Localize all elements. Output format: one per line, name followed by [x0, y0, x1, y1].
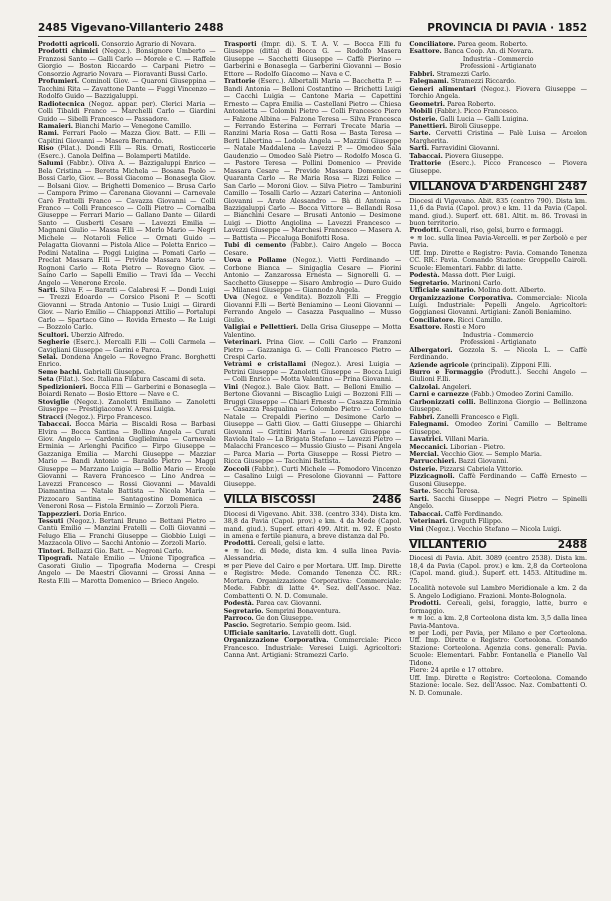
- entry-category: Parrucchieri.: [409, 457, 457, 466]
- entry-category: Segretario.: [409, 278, 450, 287]
- entry-text: Villani Maria.: [443, 435, 490, 444]
- section-number: 2486: [372, 494, 402, 507]
- entry-category: Tabaccai.: [409, 151, 443, 160]
- entry-text: (Fabbr.). Cairo Angelo — Bocca Cesare.: [223, 241, 402, 257]
- entry-text: ⚭ ≋ loc. a km. 2,8 Corteolona dista km. 3,5 dalla linea Pavia-Mantova.: [409, 614, 588, 630]
- entry-text: (Negoz.). Bertani Bruno — Bettani Pietro — Cantù Emilio — Manzini Fratelli — Colli Giovanni — Felugo Elia — Franchi Giuseppe — Giobbio Luigi — Mazzacola Olivo — Sacchi Antonio — Zorzoli Mario.: [38, 517, 216, 548]
- directory-entry: [409, 235, 587, 250]
- entry-category: Carbonizzati colli.: [409, 397, 476, 406]
- column-2: [224, 41, 402, 901]
- entry-category: Parroco.: [223, 613, 254, 622]
- entry-text: Prina Giov. — Colli Carlo — Franzoni Pietro — Gazzaniga G. — Colli Francesco Pietro — Crespi Carlo.: [223, 338, 402, 362]
- header-right: PROVINCIA DI PAVIA · 1852: [427, 22, 587, 34]
- section-name: VILLA BISCOSSI: [223, 494, 316, 507]
- entry-text: Ricci Camillo.: [455, 315, 503, 324]
- entry-text: Diocesi di Pavia. Abit. 3089 (centro 2538). Dista km. 18,4 da Pavia (Capol. prov.) e km. 2,8 da Corteolona (Capol. mand. giud.). Superf. ett. 1453. Altitudine m. 75.: [409, 554, 588, 585]
- entry-text: Fiere: 24 aprile e 17 ottobre.: [409, 666, 504, 675]
- entry-category: Aziende agricole: [409, 360, 469, 369]
- directory-entry: [38, 384, 216, 399]
- entry-text: (Fabbr.). Curti Michele — Pomodoro Vincenzo — Casalino Luigi — Fresolone Giovanni — Fattore Giuseppe.: [223, 464, 402, 488]
- entry-text: Omodeo Zorini Camillo — Beltrame Giuseppe.: [409, 420, 588, 436]
- entry-category: Meccanici.: [409, 442, 449, 451]
- directory-entry: [38, 518, 216, 548]
- entry-text: ✉ per Lodi, per Pavia, per Milano e per Corteolona. Uff. Imp. Dirette e Registro: Corteolona. Comando Stazione: Corteolona. Agenzia cons. generali: Pavia. Scuole: Elementari. Fabbr. Fontanella e Pianello Val Tidone.: [409, 628, 588, 667]
- entry-category: Falegnami.: [409, 420, 449, 429]
- entry-text: Rosti e Moro: [441, 323, 486, 332]
- entry-category: Osterie.: [409, 114, 438, 123]
- entry-text: (Negoz.). Aresi Luigia — Petrini Giuseppe — Zanoletti Giuseppe — Bocca Luigi — Colli Enrico — Motta Valentino — Prina Giovanni.: [223, 360, 402, 384]
- entry-text: Parea geom. Roberto.: [455, 41, 528, 48]
- section-name: VILLANOVA D'ARDENGHI: [409, 181, 554, 194]
- entry-category: Veterinari.: [223, 338, 262, 347]
- directory-entry: [224, 257, 402, 294]
- entry-text: (Negoz.). Zanoletti Emiliano — Zanoletti Giuseppe — Prestigiacomo V. Aresi Luigia.: [38, 397, 216, 414]
- subheading: Professioni - Artigianato: [460, 339, 537, 347]
- entry-category: Spedizionieri.: [38, 382, 88, 391]
- entry-category: Salumi: [38, 159, 64, 168]
- entry-category: Stracci: [38, 412, 64, 421]
- entry-text: Biroli Giuseppe.: [447, 121, 502, 130]
- directory-entry: [409, 160, 587, 175]
- directory-entry: [224, 563, 402, 600]
- entry-category: Conciliatore.: [409, 315, 456, 324]
- entry-text: (Eserc.). Picco Francesco — Piovera Giuseppe.: [409, 159, 588, 175]
- section-number: 2487: [557, 181, 588, 194]
- subheading: Professioni - Artigianato: [460, 63, 537, 71]
- entry-category: Pizzicagnoli.: [409, 472, 455, 481]
- directory-entry: [224, 361, 402, 383]
- directory-entry: [38, 130, 216, 145]
- directory-entry: [409, 473, 587, 488]
- directory-entry: [409, 347, 587, 362]
- directory-entry: [38, 48, 216, 78]
- entry-category: Sarte.: [409, 487, 431, 496]
- entry-text: Zanelli Francesco e Figli.: [434, 412, 519, 421]
- directory-entry: [38, 339, 216, 354]
- entry-category: Carni e carnezze: [409, 390, 469, 399]
- entry-text: ✉ per Pieve del Cairo e per Mortara. Uff. Imp. Dirette e Registro: Mede. Comando Tenenza CC. RR.: Mortara. Organizzazione Corporativa: Commerciale: Mede. Fabbr. di latte 4ª. Sez. dell'Assoc. Naz. Combattenti O. N. D. Comunale.: [223, 561, 402, 600]
- running-header: [38, 22, 587, 37]
- directory-entry: [38, 399, 216, 414]
- directory-entry: [38, 421, 216, 510]
- entry-text: Commerciale: Nicola Luigi. Industriale: Pepelli Angelo. Agricoltori: Goggianesi Giovanni. Artigiani: Zanoli Beniamino.: [409, 293, 588, 317]
- entry-category: Uova e Pollame: [223, 256, 287, 265]
- entry-text: (Impr. di). S. T. A. V. — Bocca F.lli fu Giuseppe (ditta) di Bocca G. — Rodolfo Masera Giuseppe — Sacchetti Giuseppe — Caffè Pierino — Garberini e Bonasegla — Garberini Giovanni — Bosio Ettore — Rodolfo Giacomo — Nava e C.: [223, 41, 402, 78]
- entry-text: (Negoz.). Bonsignore Umberto — Franzosi Santo — Galli Carlo — Morele e C. — Raffele Giorgio — Boston Riccardo — Carpani Pietro — Consorzio Agrario Novara — Fioravanti Bussi Carlo.: [38, 47, 216, 78]
- entry-category: Riso: [38, 144, 54, 153]
- directory-entry: [224, 324, 402, 339]
- column-3: [409, 41, 587, 901]
- entry-text: Bellazzi Gio. Batt. — Negroni Carlo.: [65, 546, 184, 555]
- entry-category: Stoviglie: [38, 397, 70, 406]
- entry-category: Mercial.: [409, 450, 439, 459]
- entry-text: Cereali, riso, gelsi, burro e formaggi.: [441, 226, 564, 235]
- entry-category: Radiotecnica: [38, 99, 85, 108]
- entry-text: (Fabb.) Omodeo Zorini Camillo.: [468, 390, 574, 399]
- entry-category: Tappezzieri.: [38, 509, 82, 518]
- entry-text: Della Grisa Giuseppe — Motta Valentino.: [223, 323, 402, 339]
- directory-entry: [224, 548, 402, 563]
- entry-text: Uff. Imp. Dirette e Registro: Pavia. Comando Tenenza CC. RR.: Pavia. Comando Stazione: Groppello Cairoli. Scuole: Elementari. Fabbr. di latte.: [409, 248, 588, 272]
- entry-category: Osterie.: [409, 464, 438, 473]
- section-number: 2488: [557, 539, 588, 551]
- entry-category: Seme bachi.: [38, 367, 82, 376]
- entry-category: Fabbri.: [409, 69, 435, 78]
- directory-entry: [409, 48, 587, 55]
- entry-category: Prodotti.: [223, 539, 256, 548]
- entry-category: Esattore.: [409, 323, 442, 332]
- entry-category: Tabaccai.: [409, 509, 443, 518]
- entry-category: Segretario.: [223, 606, 264, 615]
- entry-text: (Negoz.). Vietti Ferdinando — Corbone Bianca — Sinigaglia Cesare — Fiorini Antonio — Zanzarossa Ernesta — Signorelli G. — Sacchetto Giuseppe — Sisaro Ambrogio — Duro Guido — Milanesi Giuseppe — Giannodo Angela.: [223, 256, 402, 294]
- entry-text: (Negoz.). Bale Giov. Batt. — Belloni Emilio — Bertone Giovanni — Biscaglio Luigi — Bozzoni F.lli — Bruggi Giuseppe — Chiari Ernesto — Casazza Erminia — Casazza Pasqualina — Colombo Pietro — Colombo Natale — Crepaldi Pierino — Desimone Carlo — Giuseppe — Gatti Giov. — Gatti Giuseppe — Ghiarchi Giovanni — Grittini Maria — Lorenzi Giuseppe — Raviola Italo — La Brigata Stefano — Lavezzi Pietro — Malacchi Francesco — Mussio Giusto — Pisani Angela — Parca Maria — Porta Giuseppe — Rossi Pietro — Ricca Giuseppe — Tacchini Battista.: [223, 382, 402, 466]
- entry-text: (Negoz.). Firpo Francesco.: [63, 412, 152, 421]
- entry-text: Bocca F.lli — Garberini e Bonasegla — Boiardi Renato — Bosio Ettore — Nave e C.: [38, 382, 216, 399]
- entry-category: Calzolai.: [409, 382, 441, 391]
- entry-text: Lavatelli dott. Gugl.: [290, 628, 357, 637]
- entry-text: Cereali, gelsi e latte.: [255, 539, 325, 548]
- entry-category: Lavatrici.: [409, 435, 444, 444]
- entry-category: Trasporti: [223, 41, 257, 48]
- entry-category: Generi alimentari: [409, 84, 476, 93]
- entry-category: Tessuti: [38, 517, 64, 525]
- section-title: [409, 181, 587, 194]
- entry-text: Banca Coop. An. di Novara.: [441, 47, 534, 56]
- entry-category: Falegnami.: [409, 77, 449, 86]
- entry-text: Secchi Teresa.: [430, 487, 480, 496]
- entry-text: Uberzio Alfredo.: [68, 330, 125, 339]
- directory-entry: [224, 41, 402, 78]
- entry-category: Sarti.: [38, 285, 58, 294]
- entry-text: (Filat.). Soc. Italiana Filatura Cascami di seta.: [53, 375, 206, 384]
- directory-entry: [409, 86, 587, 101]
- entry-text: Liborian - Pietro.: [448, 442, 506, 451]
- entry-category: Vini: [409, 524, 424, 533]
- directory-entry: [409, 421, 587, 436]
- directory-entry: [224, 466, 402, 488]
- entry-category: Organizzazione Corporativa.: [409, 293, 513, 302]
- entry-text: (Negoz.). Fiovera Giuseppe — Torchio Angela.: [409, 84, 588, 101]
- directory-entry: [224, 511, 402, 541]
- subheading: Industria - Commercio: [462, 55, 534, 63]
- entry-text: Greguth Filippo.: [447, 517, 503, 526]
- directory-entry: [409, 324, 587, 331]
- entry-text: (Negoz. appar. per). Clerici Maria — Colli Tibaldi Franco — Marchelli Carlo — Giardini Guido — Sibelli Francesco — Passadore.: [38, 99, 216, 123]
- directory-entry: [224, 294, 402, 324]
- entry-text: Uff. Imp. Dirette e Registro: Corteolona. Comando Stazione: locale. Sez. dell'Assoc. Naz. Combattenti O. N. D. Comunale.: [409, 673, 588, 697]
- entry-text: Commerciale: Picco Francesco. Industriale: Veresei Luigi. Agricoltori: Canna Ant. Artigiani: Stramezzi Carlo.: [223, 636, 402, 660]
- entry-text: Dondena Angelo — Rovegno Franc. Borghetti Enrico.: [38, 353, 216, 369]
- entry-category: Vini: [223, 382, 239, 391]
- entry-category: Esattore.: [409, 47, 442, 56]
- entry-text: Pizzarsi Cabriela Vittorio.: [437, 464, 523, 473]
- entry-text: Molina dott. Alberto.: [475, 286, 546, 295]
- entry-text: Consorzio Agrario di Novara.: [99, 41, 197, 48]
- entry-text: Stramezzi Riccardo.: [448, 77, 517, 86]
- entry-text: Ferrari Paolo — Mazza Giov. Batt. — F.lli — Capitini Giovanni — Masera Bernardo.: [38, 129, 216, 145]
- entry-text: Natale Emilio — Unione Tipografica — Casorati Giulio — Tipografia Moderna — Crespi Angelo — De Maestri Giovanni — Grossi Anna — Resta F.lli — Marotta Domenico — Brieco Angelo.: [38, 554, 216, 585]
- directory-entry: [409, 615, 587, 630]
- entry-text: Galli Lucia — Galli Luigina.: [437, 114, 529, 123]
- entry-category: Sarti.: [409, 494, 430, 503]
- directory-entry: [409, 198, 587, 228]
- entry-text: Gozzola S. — Nicola L. — Caffè Ferdinando.: [409, 345, 588, 362]
- entry-category: Tubi di cemento: [223, 241, 287, 250]
- entry-text: Caffè Ferdinando — Caffè Ernesto — Gusoni Giuseppe.: [409, 472, 588, 488]
- directory-entry: [409, 295, 587, 317]
- entry-text: Sacchi Giuseppe — Negri Pietro — Spinelli Angelo.: [409, 494, 588, 511]
- entry-category: Mobili: [409, 107, 433, 116]
- entry-text: Vecchio Giov. — Semplo Maria.: [438, 450, 542, 459]
- entry-category: Trattorie: [409, 159, 442, 168]
- entry-text: (Negoz. e Vendita). Bozzoli F.lli — Freggio Giovanni F.lli — Bertè Beniamino — Leoni Giovanni — Ferrando Angelo — Casazza Pasqualino — Musso Giulio.: [223, 293, 402, 324]
- directory-entry: [38, 555, 216, 585]
- entry-text: (Negoz.). Vecchio Stefano — Nicola Luigi.: [423, 524, 562, 533]
- directory-entry: [409, 526, 587, 533]
- entry-text: Gabrielli Giuseppe.: [81, 367, 146, 376]
- entry-category: Uva: [223, 293, 238, 302]
- entry-category: Pascio.: [223, 621, 249, 630]
- entry-category: Podestà.: [223, 599, 255, 608]
- entry-category: Zoccoli: [223, 464, 250, 473]
- entry-category: Sarte.: [409, 129, 431, 138]
- header-left: 2485 Vigevano-Villanterio 2488: [38, 22, 224, 34]
- entry-text: Bocca Maria — Biscaldi Rosa — Barbasi Elvira — Bocca Santina — Bollino Angela — Curati Giov. Angelo — Cardenia Guglielmina — Carnevale Erminia — Arlenghi Pacifico — Firpo Giuseppe — Gazzaniga Emilia — Marchi Giuseppe — Mazziar Mario — Bandi Antonio — Baraldo Pietro — Maggi Giuseppe — Marzano Luigia — Bollio Mario — Ercole Giovanni — Ravera Francesco — Lino Andrea — Lavezzi Francesco — Rossi Giovanni — Mavaldi Diamantina — Natale Battista — Nicola Maria — Pizzocaro Santina — Santagostino Domenica — Veneroni Rosa — Fistola Erminio — Zorzoli Piera.: [38, 420, 216, 511]
- entry-category: Fabbri.: [409, 412, 435, 421]
- entry-text: Semprini Bonaventura.: [263, 606, 341, 615]
- entry-category: Panettieri.: [409, 121, 448, 130]
- entry-category: Trattorie: [223, 77, 256, 86]
- directory-entry: [224, 637, 402, 659]
- directory-entry: [224, 384, 402, 466]
- directory-entry: [409, 130, 587, 145]
- entry-text: Marinoni Carlo.: [449, 278, 503, 287]
- directory-entry: [38, 160, 216, 287]
- section-title: [224, 494, 402, 507]
- entry-text: (Produtt.). Secchi Angelo — Giulioni F.lli.: [409, 368, 588, 384]
- entry-text: Bianchi Mario — Venegone Camillo.: [73, 121, 192, 130]
- entry-text: Segretario. Sempio geom. Isid.: [248, 621, 352, 630]
- entry-category: Prodotti chimici: [38, 47, 99, 56]
- entry-category: Podestà.: [409, 271, 440, 280]
- entry-category: Veterinari.: [409, 517, 448, 526]
- entry-category: Seta: [38, 375, 54, 384]
- entry-category: Prodotti.: [409, 226, 442, 235]
- entry-category: Scultori.: [38, 330, 69, 339]
- entry-text: Silva F. — Baratti — Calabresi F. — Dondi Luigi — Trezzi Edoardo — Corsico Pisoni P. — Scotti Giovanni — Strada Antonio — Tusio Luigi — Girardi Giov. — Nario Emilio — Chiapponzi Attilio — Portalupi Carlo — Spartaco Gino — Rovida Ernesto — Re Luigi — Bozzolo Carlo.: [38, 285, 216, 332]
- entry-text: (Fabbr.). Oliva A. — Bazzigaluppi Enrico — Bela Cristina — Beretta Michela — Bosana Paolo — Bossi Carlo, Giov. — Bossi Giacomo — Bonasegla Giov. — Bolsani Giov. — Brighetti Domenico — Brusa Carlo — Campora Primo — Carenana Giovanni — Carnevale Carò Frattelli Franco — Cavazza Giovanni — Colli Franco — Colli Francesco — Colli Pietro — Cornalba Giuseppe — Ferrari Mario — Gallano Dante — Gilardi Santo — Gusberti Cesare — Lavezzi Emilia — Magnani Giulio — Massa F.lli — Merlo Mario — Negri Michele — Notaroli Felice — Ornati Guido — Pelagatta Giovanni — Pistola Alice — Poletta Enrico — Podini Natalina — Poggi Luigina — Pomati Carlo — Preclat Massara F.lli — Privide Massara Mario — Rognoni Carlo — Rota Pietro — Rovegno Giov. — Saino Carlo — Sapelli Emilio — Travi Ida — Vecchi Angelo — Venerone Ercole.: [38, 159, 216, 287]
- entry-category: Tabaccai.: [38, 420, 72, 429]
- entry-text: (Pilat.). Dondi F.lli — Ris. Ornati, Rosticcerie (Eserc.). Canola Delfina — Bolamperti Matilde.: [38, 144, 216, 160]
- entry-category: Burro e Formaggio: [409, 368, 484, 377]
- entry-category: Geometri.: [409, 99, 445, 108]
- directory-entry: [409, 399, 587, 414]
- entry-category: Profumieri.: [38, 77, 80, 86]
- entry-category: Albergatori.: [409, 345, 453, 354]
- entry-category: Ufficiale sanitario.: [223, 628, 291, 637]
- directory-entry: [409, 675, 587, 697]
- entry-text: Cereali, gelsi, foraggio, latte, burro e formaggio.: [409, 599, 588, 615]
- entry-text: Caffè Ferdinando.: [442, 509, 503, 518]
- entry-category: Selai.: [38, 353, 58, 362]
- entry-category: Segherie: [38, 338, 70, 347]
- entry-text: Cervetti Cristina — Palè Luisa — Arcelon Margherita.: [409, 129, 588, 145]
- entry-category: Valigiai e Pellettieri.: [223, 323, 299, 332]
- directory-entry: [409, 600, 587, 615]
- entry-text: ⚭ ≋ loc. di Mede, dista km. 4 sulla linea Pavia-Alessandria.: [223, 546, 402, 563]
- columns: [38, 41, 587, 901]
- entry-text: Massa dott. Pier Luigi.: [439, 271, 516, 280]
- directory-entry: [224, 339, 402, 361]
- directory-entry: [409, 250, 587, 272]
- entry-category: Organizzazione Corporativa.: [223, 636, 329, 645]
- entry-text: Bazzi Giovanni.: [456, 457, 509, 466]
- entry-category: Ramaieri.: [38, 121, 74, 130]
- entry-category: Sarti.: [409, 144, 430, 153]
- entry-category: Conciliatore.: [409, 41, 456, 48]
- entry-text: Stramezzi Carlo.: [434, 69, 491, 78]
- entry-text: Piovera Giuseppe.: [442, 151, 504, 160]
- directory-entry: [224, 242, 402, 257]
- directory-entry: [38, 287, 216, 332]
- entry-text: Bellinzona Giorgio — Bellinzona Giuseppe.: [409, 397, 587, 414]
- entry-category: Prodotti agricoli.: [38, 41, 100, 48]
- entry-text: (Fabbr.). Picco Francesco.: [432, 107, 519, 116]
- directory-entry: [38, 101, 216, 123]
- entry-text: Diocesi di Vigevano. Abit. 338. (centro 334). Dista km. 38,8 da Pavia (Capol. prov.) e km. 4 da Mede (Capol. mand. giud.). Superf. ettari 499. Altit. m. 92. È posto in amena e fertile pianura, a breve distanza dal Po.: [223, 509, 402, 540]
- entry-text: Ge don Giuseppe.: [253, 613, 314, 622]
- entry-category: Rami.: [38, 129, 60, 138]
- entry-category: Prodotti.: [409, 599, 442, 608]
- subheading: Industria - Commercio: [462, 331, 534, 339]
- entry-category: Vetrami e cristallami: [223, 360, 306, 369]
- directory-entry: [409, 585, 587, 600]
- directory-entry: [38, 78, 216, 100]
- section-title: [409, 539, 587, 552]
- directory-entry: [38, 145, 216, 160]
- directory-entry: [224, 78, 402, 242]
- entry-text: Cominoli Giov. — Quaroni Giuseppina — Tacchini Rita — Zavattone Dante — Fuggi Vincenzo — Rodolfo Guido — Bazzigaluppi.: [38, 77, 216, 101]
- entry-text: Parea cav. Giovanni.: [254, 599, 322, 608]
- entry-text: (Eserc.). Mercalli F.lli — Colli Carmela — Cavigliani Giuseppe — Garini e Parca.: [38, 338, 216, 354]
- entry-text: ⚭ ≋ loc. sulla linea Pavia-Vercelli. ✉ per Zerbolò e per Pavia.: [409, 233, 588, 250]
- entry-text: Doria Enrico.: [81, 509, 127, 518]
- column-1: [38, 41, 216, 901]
- entry-text: (principali). Zipponi F.lli.: [468, 360, 552, 369]
- directory-entry: [409, 496, 587, 511]
- directory-entry: [38, 354, 216, 369]
- directory-entry: [409, 369, 587, 384]
- entry-text: Parea Roberto.: [444, 99, 496, 108]
- entry-category: Ufficiale sanitario.: [409, 286, 476, 295]
- section-name: VILLANTERIO: [409, 539, 487, 551]
- entry-category: Tintori.: [38, 546, 66, 555]
- entry-text: (Eserc.). Albertalli Maria — Bacchetta P. — Bandi Antonia — Belloni Costantino — Brichetti Luigi — Cacchi Luigia — Cantone Maria — Capettini Ernesto — Capra Emilia — Castellani Pietro — Chiesa Antonietta — Colombi Pietro — Colli Francesco Piero — Falzone Albina — Falzone Teresa — Silva Francesca — Ferrando Esterina — Ferrari Trecate Maria — Ranzini Maria Rosa — Gatti Rosa — Basta Teresa — Berti Libertina — Lodola Angela — Mazzini Giuseppe — Natale Maddalena — Lavezzi P. — Omodeo Sala Gaudenzio — Omodeo Salè Pietro — Rodolfo Mosca G. — Pastore Teresa — Pollini Domenico — Previde Massara Cesare — Previde Massara Domenico — Quaranta Carlo — Re Maria Rosa — Rizzi Felice — San Carlo — Moroni Giov. — Silva Pietro — Tamburini Camillo — Tosalli Carlo — Azzari Caterina — Antonioli Giovanni — Arate Alessandro — Bà di Antonia — Bazzigaluppi Carlo — Bocca Vittore — Bellandi Rosa — Bianchini Cesare — Brusati Antonio — Desimone Luigi — Diotto Angiolina — Lavezzi Francesco — Lavezzi Giuseppe — Marchesi Francesco — Masera A. — Battista — Piccaluga Bonifotti Rosa.: [223, 77, 402, 242]
- directory-entry: [409, 630, 587, 667]
- entry-text: Località notevole sul Lambro Meridionale a km. 2 da S. Angelo Lodigiano. Frazioni. Monte-Bolognola.: [409, 584, 588, 600]
- entry-category: Tipografi.: [38, 554, 73, 563]
- entry-text: Angeleri.: [440, 382, 472, 391]
- entry-text: Diocesi di Vigevano. Abit. 835 (centro 790). Dista km. 11,6 da Pavia (Capol. prov.) e km. 11 da Pavia (Capol. mand. giud.). Superf. ett. 681. Altit. m. 86. Trovasi in buon territorio.: [409, 196, 588, 227]
- entry-text: Farravidini Giovanni.: [429, 144, 500, 153]
- directory-entry: [409, 555, 587, 585]
